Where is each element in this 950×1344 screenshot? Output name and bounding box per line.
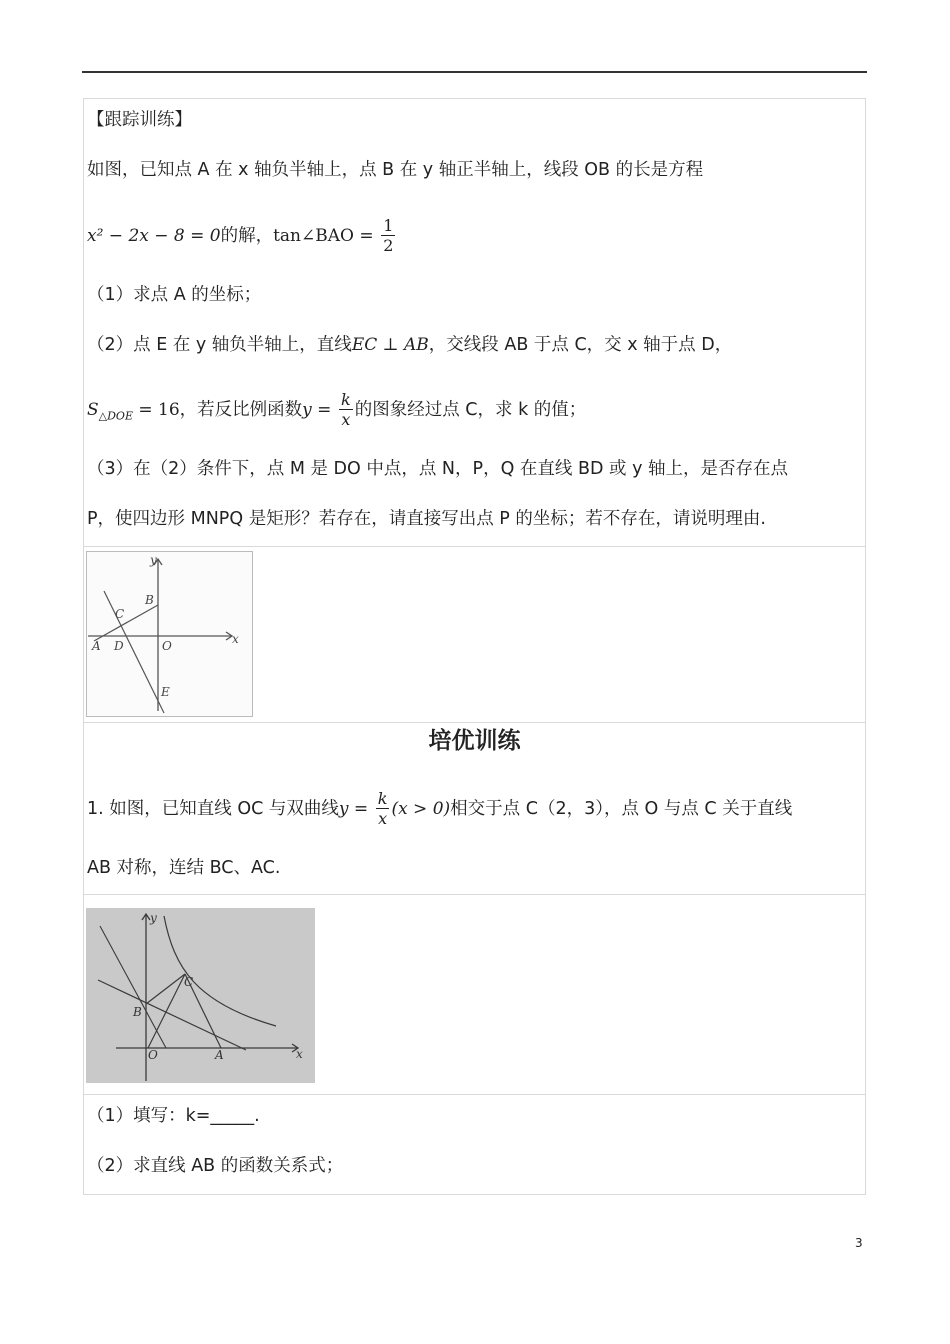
- label-y: y: [150, 911, 157, 925]
- advanced-figure: [86, 908, 315, 1083]
- label-y: y: [150, 553, 157, 567]
- tracking-intro: 如图，已知点 A 在 x 轴负半轴上，点 B 在 y 轴正半轴上，线段 OB 的长是方程: [87, 160, 704, 180]
- question-2-line-1: [87, 333, 732, 357]
- q2-part-d: 的图象经过点 C，求 k 的值；: [354, 400, 587, 420]
- advanced-question-1: （1）填写：k=_____.: [87, 1106, 260, 1126]
- tan-fraction: [381, 218, 395, 254]
- advanced-question-2: （2）求直线 AB 的函数关系式；: [87, 1156, 344, 1176]
- equation-suffix: 的解，: [220, 226, 274, 246]
- q2-part-a: （2）点 E 在 y 轴负半轴上，直线: [87, 335, 352, 355]
- area-subscript: △DOE: [98, 409, 133, 423]
- hyperbola-fraction: [376, 791, 390, 827]
- label-B: B: [145, 593, 154, 607]
- label-E: E: [161, 685, 170, 699]
- equation-line: [87, 218, 397, 254]
- q2-part-c: ，若反比例函数: [179, 400, 303, 420]
- tracking-heading: 【跟踪训练】: [87, 110, 192, 130]
- quadratic-equation: x² − 2x − 8 = 0: [87, 226, 221, 246]
- question-3-line-1: （3）在（2）条件下，点 M 是 DO 中点，点 N，P，Q 在直线 BD 或 y 轴上，是否存在点: [87, 459, 788, 479]
- label-A: A: [92, 639, 101, 653]
- question-1: （1）求点 A 的坐标；: [87, 285, 262, 305]
- function-y: y =: [302, 400, 332, 420]
- label-D: D: [114, 639, 124, 653]
- tan-denominator: 2: [383, 236, 394, 255]
- label-A: A: [215, 1048, 224, 1062]
- hyperbola-denominator: x: [378, 809, 388, 828]
- area-symbol: S: [87, 400, 99, 420]
- question-3-line-2: P，使四边形 MNPQ 是矩形？若存在，请直接写出点 P 的坐标；若不存在，请说明理由.: [87, 509, 766, 529]
- label-O: O: [162, 639, 172, 653]
- hyperbola-numerator: k: [377, 789, 388, 808]
- tan-expression: tan∠BAO =: [273, 226, 374, 246]
- area-value: = 16: [132, 400, 180, 420]
- function-numerator: k: [341, 390, 351, 409]
- tan-numerator: 1: [383, 216, 394, 235]
- label-C: C: [184, 975, 194, 989]
- perpendicular-expression: EC ⊥ AB: [351, 335, 429, 355]
- label-O: O: [148, 1048, 158, 1062]
- figure-background: [86, 908, 315, 1083]
- question-2-line-2: [87, 392, 586, 429]
- p1-part-b: 相交于点 C（2，3），点 O 与点 C 关于直线: [450, 799, 793, 819]
- problem-1-line-2: AB 对称，连结 BC、AC.: [87, 858, 281, 878]
- q2-part-b: ，交线段 AB 于点 C，交 x 轴于点 D，: [428, 335, 733, 355]
- section-title: 培优训练: [428, 728, 521, 754]
- header-rule: [82, 71, 867, 73]
- problem-1-line-1: [87, 791, 792, 827]
- label-x: x: [296, 1047, 303, 1061]
- label-C: C: [115, 607, 125, 621]
- function-denominator: x: [341, 410, 351, 429]
- p1-part-a: 1. 如图，已知直线 OC 与双曲线: [87, 799, 339, 819]
- hyperbola-y: y =: [338, 799, 369, 819]
- domain-condition: (x > 0): [391, 799, 451, 819]
- page-number: 3: [855, 1236, 863, 1250]
- function-fraction: [339, 392, 353, 428]
- label-B: B: [133, 1005, 142, 1019]
- tracking-figure: [86, 551, 253, 717]
- label-x: x: [232, 632, 239, 646]
